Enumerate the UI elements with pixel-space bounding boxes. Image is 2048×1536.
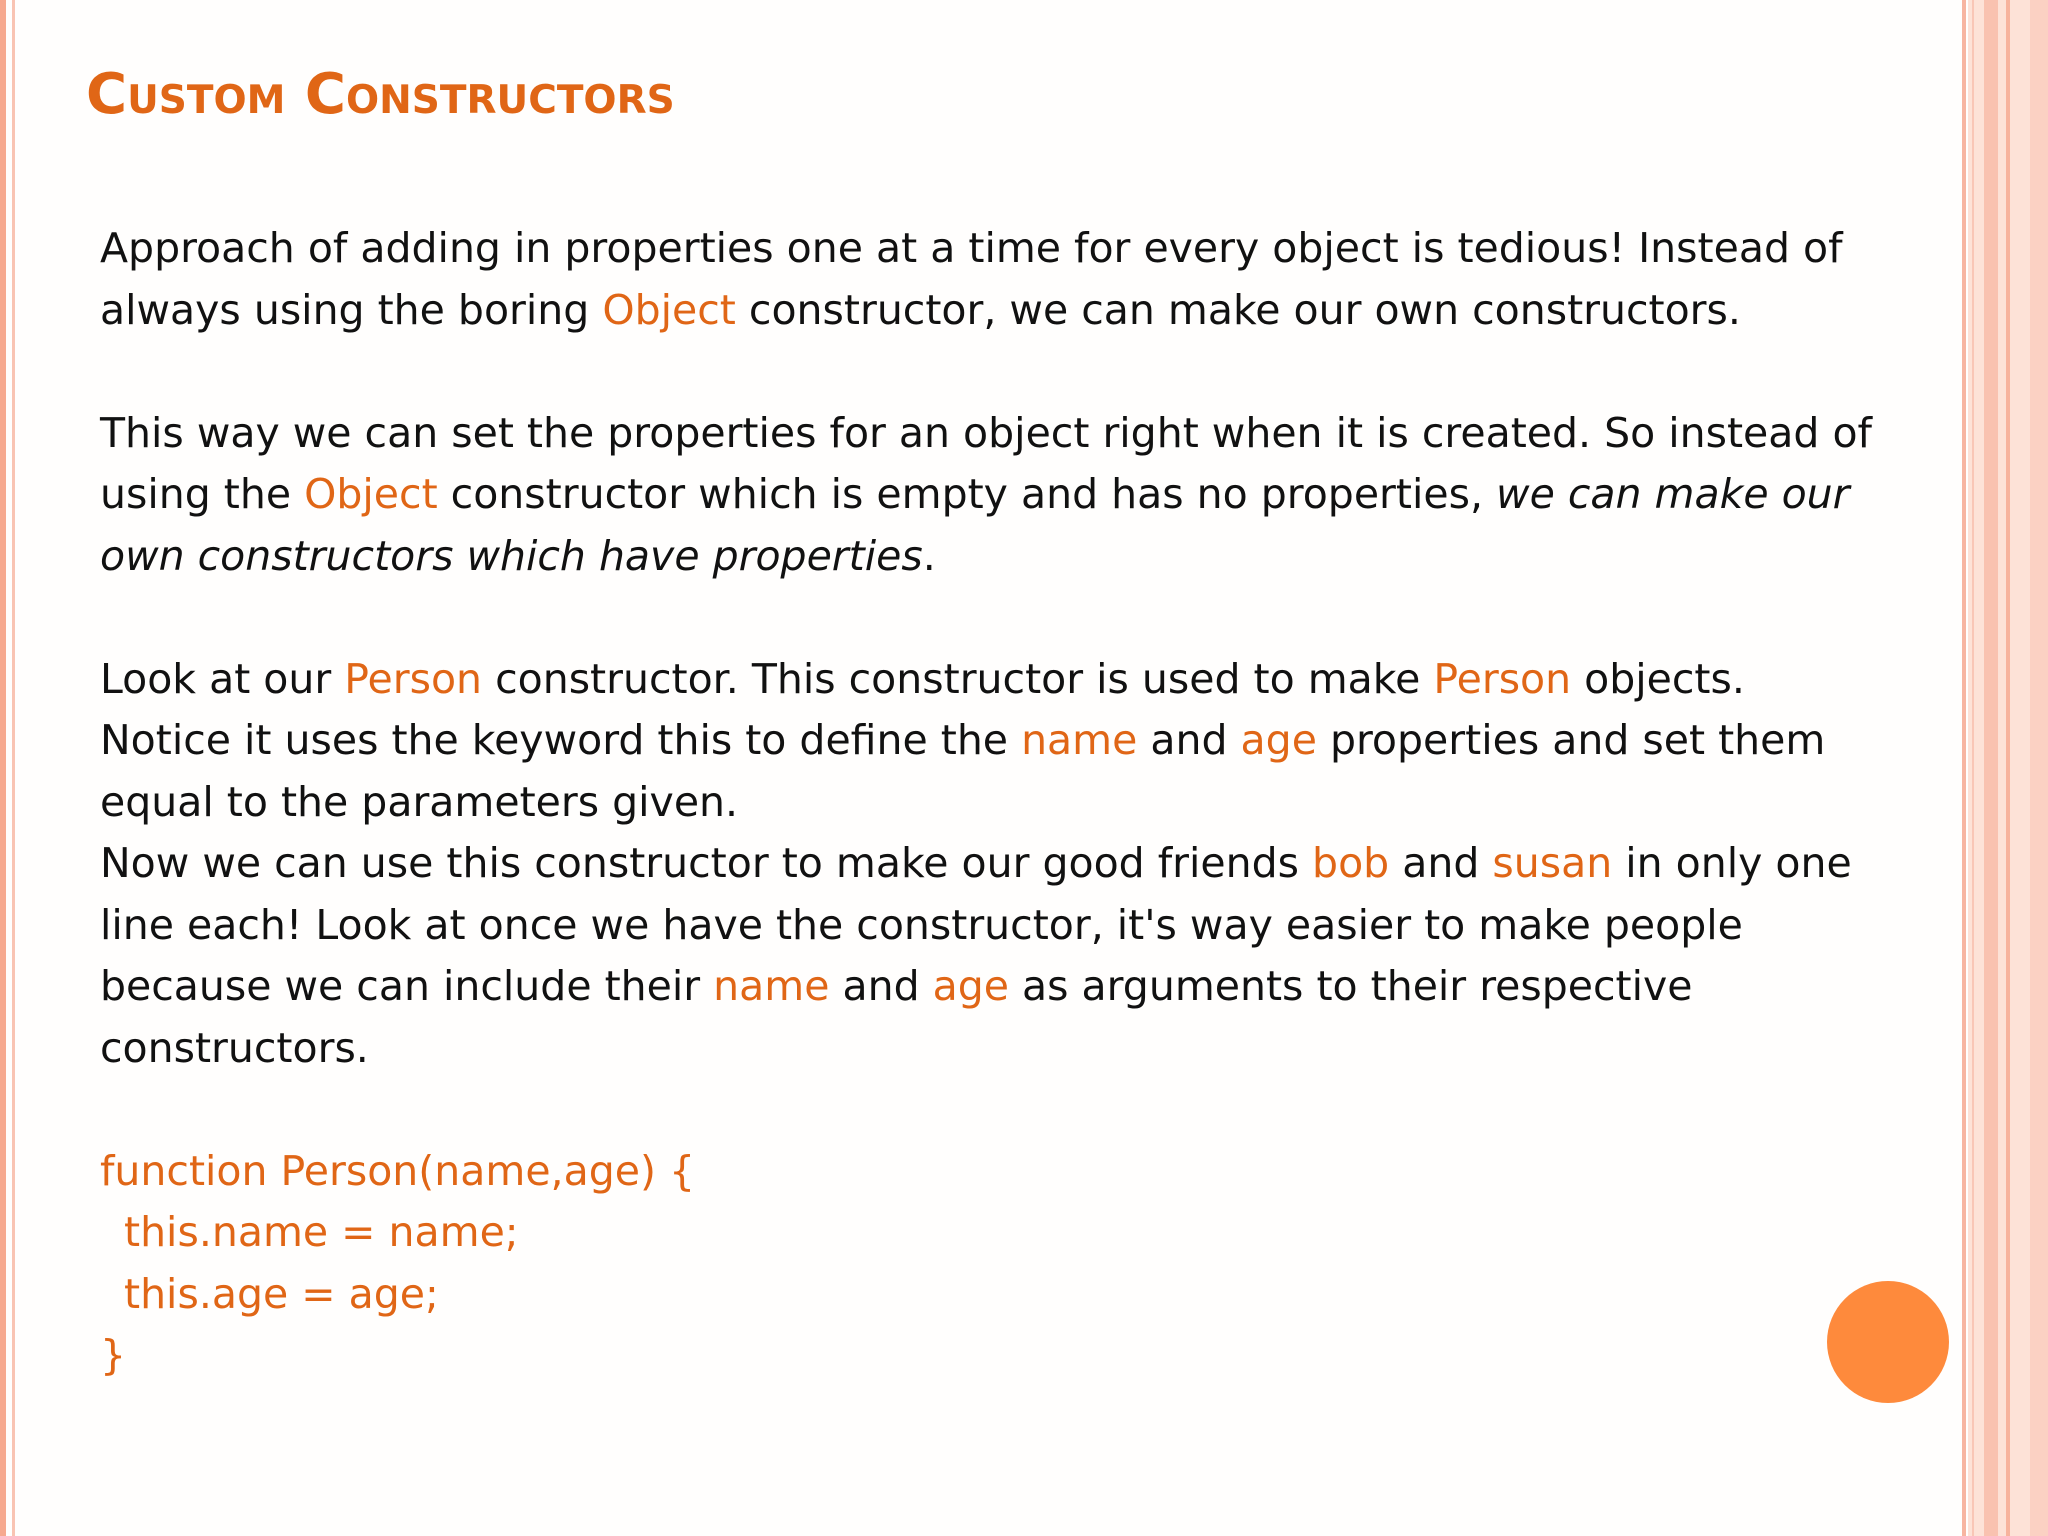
highlight-bob: bob <box>1312 839 1390 887</box>
emphasis-text: own constructors which have properties <box>100 531 923 580</box>
right-border-line <box>2030 0 2048 1536</box>
right-border-line <box>2006 0 2010 1536</box>
highlight-age: age <box>932 962 1009 1010</box>
code-line-3 <box>100 1264 1900 1326</box>
highlight-age: age <box>1240 716 1317 764</box>
paragraph-1-line-2 <box>100 280 1900 342</box>
paragraph-3-line-5: line each! Look at once we have the constructor, it's way easier to make people <box>100 900 1743 949</box>
code-text: this.name = name; <box>124 1208 519 1256</box>
highlight-object: Object <box>304 470 438 518</box>
highlight-person: Person <box>1433 654 1572 703</box>
right-border-line <box>1972 0 1974 1536</box>
slide-body <box>100 218 1900 1387</box>
code-line-2 <box>100 1202 1900 1264</box>
text: and <box>1137 716 1241 764</box>
text: constructor which is empty and has no properties, <box>437 470 1497 518</box>
text: . <box>922 531 936 580</box>
paragraph-3-line-3: equal to the parameters given. <box>100 777 739 826</box>
paragraph-3-line-1 <box>100 649 1900 711</box>
highlight-susan: susan <box>1492 839 1613 887</box>
right-border-line <box>1984 0 1998 1536</box>
paragraph-2-line-3 <box>100 526 1900 588</box>
code-line-1: function Person(name,age) { <box>100 1146 696 1195</box>
paragraph-3-line-6 <box>100 956 1900 1018</box>
code-text: this.age = age; <box>124 1269 439 1318</box>
highlight-object: Object <box>602 285 736 334</box>
text: and <box>829 962 933 1010</box>
paragraph-1-line-1: Approach of adding in properties one at a time for every object is tedious! Instead of <box>100 224 1843 272</box>
paragraph-3-line-7: constructors. <box>100 1023 369 1072</box>
text: because we can include their <box>100 962 714 1010</box>
text: as arguments to their respective <box>1009 962 1693 1010</box>
emphasis-text: we can make our <box>1496 470 1850 518</box>
text: constructor. This constructor is used to make <box>482 654 1434 703</box>
code-line-4: } <box>100 1331 127 1379</box>
right-border-line <box>1962 0 1966 1536</box>
slide-title: Custom Constructors <box>86 62 675 127</box>
spacer <box>100 341 1900 403</box>
left-border-line-thin <box>12 0 15 1536</box>
text: Look at our <box>100 654 345 703</box>
paragraph-2-line-1: This way we can set the properties for an object right when it is created. So instead of <box>100 408 1872 457</box>
paragraph-3-line-2 <box>100 710 1900 772</box>
text: and <box>1389 839 1493 887</box>
text: Now we can use this constructor to make our good friends <box>100 839 1313 887</box>
text: properties and set them <box>1316 716 1826 764</box>
paragraph-3-line-4 <box>100 833 1900 895</box>
highlight-name: name <box>713 962 830 1010</box>
highlight-person: Person <box>344 654 483 703</box>
text: always using the boring <box>100 285 603 334</box>
text: using the <box>100 470 305 518</box>
highlight-name: name <box>1021 716 1138 764</box>
text: in only one <box>1612 839 1852 887</box>
text: Notice it uses the keyword this to define the <box>100 716 1022 764</box>
spacer <box>100 1079 1900 1141</box>
text: objects. <box>1571 654 1745 703</box>
text: constructor, we can make our own constructors. <box>735 285 1741 334</box>
spacer <box>100 587 1900 649</box>
paragraph-2-line-2 <box>100 464 1900 526</box>
left-border-line <box>0 0 6 1536</box>
decorative-circle <box>1827 1281 1949 1403</box>
